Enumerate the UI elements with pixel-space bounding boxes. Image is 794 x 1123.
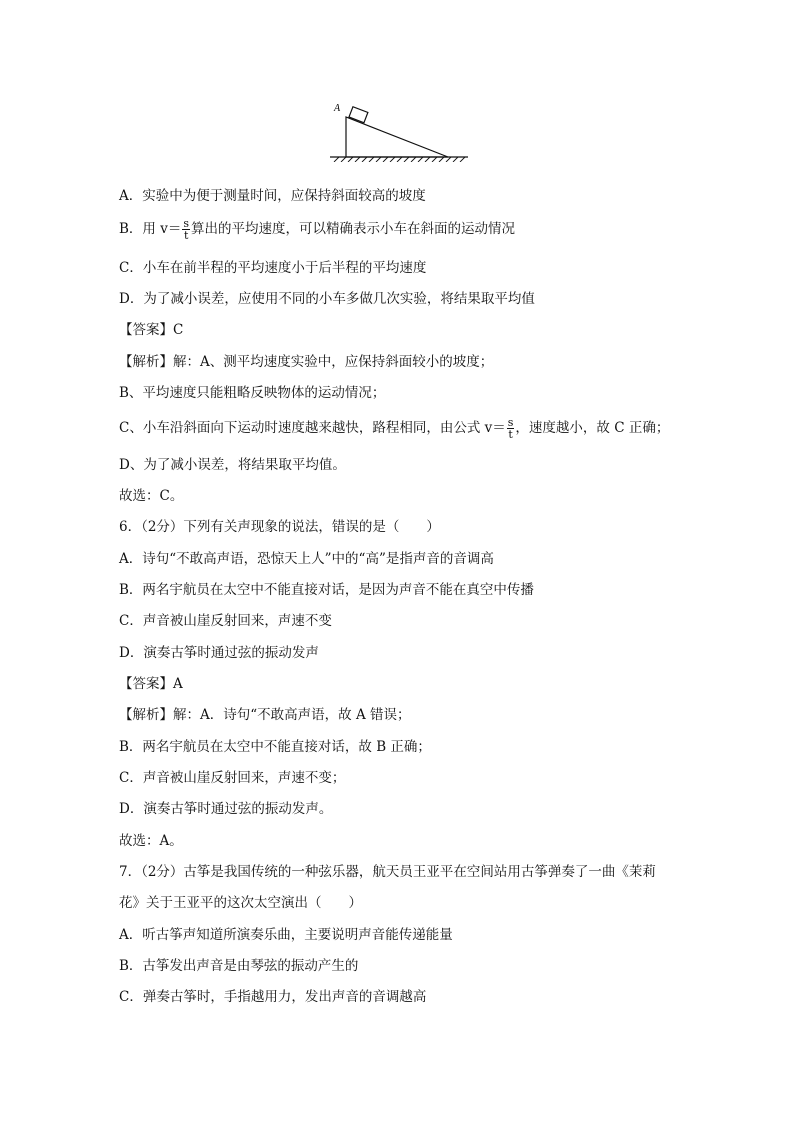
q5-option-b-pre: B．用 v＝ [119,221,182,237]
q7-stem-line-2: 花》关于王亚平的这次太空演出（ ） [119,895,362,911]
q7-option-a: A．听古筝声知道所演奏乐曲，主要说明声音能传递能量 [119,927,453,943]
q5-option-a: A．实验中为便于测量时间，应保持斜面较高的坡度 [119,188,426,204]
q5-analysis-4: D、为了减小误差，将结果取平均值。 [119,457,346,473]
q5-option-b [119,218,515,241]
ground-hatching [334,157,465,162]
q5-analysis-denominator: t [508,428,513,441]
q5-formula-fraction [182,218,190,241]
q6-option-d: D．演奏古筝时通过弦的振动发声 [119,645,319,661]
q5-analysis-fraction [507,417,515,440]
q6-analysis-3: C．声音被山崖反射回来，声速不变； [119,770,346,786]
q6-choice: 故选：A。 [119,833,183,849]
q6-analysis-4: D．演奏古筝时通过弦的振动发声。 [119,801,333,817]
incline-figure [326,100,472,162]
cart-block [349,107,368,123]
q6-stem: 6．（2分）下列有关声现象的说法，错误的是（ ） [119,519,440,535]
q5-analysis-3-post: ，速度越小，故 C 正确； [515,420,670,436]
q6-option-c: C．声音被山崖反射回来，声速不变 [119,613,332,629]
figure-label-a: A [334,103,341,114]
q7-option-c: C．弹奏古筝时，手指越用力，发出声音的音调越高 [119,989,427,1005]
q5-formula-numerator: s [183,217,189,230]
q5-analysis-1: 【解析】解：A、测平均速度实验中，应保持斜面较小的坡度； [119,354,494,370]
q5-choice: 故选：C。 [119,488,184,504]
q5-analysis-3-pre: C、小车沿斜面向下运动时速度越来越快，路程相同，由公式 v＝ [119,420,506,436]
q7-stem-line-1: 7．（2分）古筝是我国传统的一种弦乐器，航天员王亚平在空间站用古筝弹奏了一曲《茉莉 [119,864,656,880]
q5-option-b-post: 算出的平均速度，可以精确表示小车在斜面的运动情况 [191,221,515,237]
q6-answer: 【答案】A [119,676,183,692]
q6-option-b: B．两名宇航员在太空中不能直接对话，是因为声音不能在真空中传播 [119,582,534,598]
q5-option-c: C．小车在前半程的平均速度小于后半程的平均速度 [119,260,427,276]
q6-analysis-2: B．两名宇航员在太空中不能直接对话，故 B 正确； [119,739,431,755]
q5-answer: 【答案】C [119,322,184,338]
incline-triangle [346,117,448,157]
q5-option-d: D．为了减小误差，应使用不同的小车多做几次实验，将结果取平均值 [119,291,535,307]
q6-option-a: A．诗句“不敢高声语，恐惊天上人”中的“高”是指声音的音调高 [119,551,494,567]
q5-analysis-numerator: s [507,416,514,429]
incline-diagram [326,100,472,162]
q7-option-b: B．古筝发出声音是由琴弦的振动产生的 [119,958,359,974]
q6-analysis-1: 【解析】解：A．诗句“不敢高声语，故 A 错误； [119,707,411,723]
q5-formula-denominator: t [183,229,189,242]
q5-analysis-2: B、平均速度只能粗略反映物体的运动情况； [119,385,386,401]
q5-analysis-3 [119,417,669,440]
